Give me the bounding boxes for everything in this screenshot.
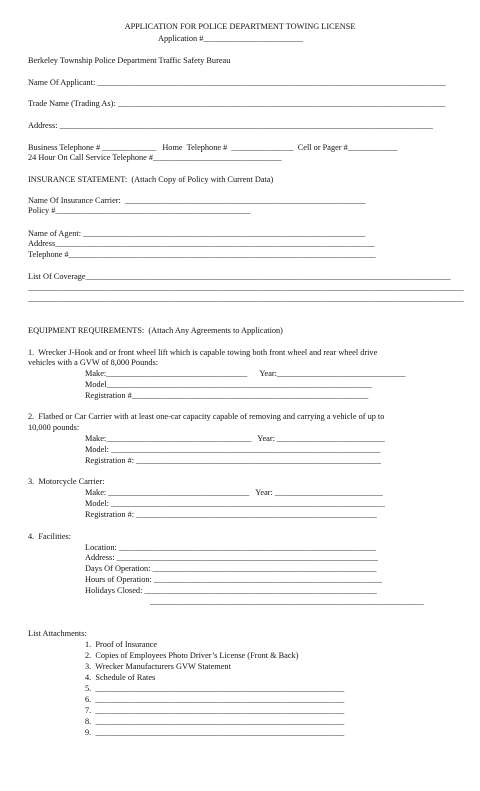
wrecker-model-field: Model________________________________________________________________ (85, 380, 373, 389)
phone-numbers-field: Business Telephone # _____________ Home Telephone # _______________ Cell or Pager #____________ (28, 143, 398, 152)
wrecker-description: vehicles with a GVW of 8,000 Pounds: (28, 358, 159, 367)
flatbed-description: 10,000 pounds: (28, 423, 80, 432)
attachment-item: 4. Schedule of Rates (85, 673, 156, 682)
trade-name-field: Trade Name (Trading As): _______________________________________________________________________________ (28, 99, 446, 108)
wrecker-registration-field: Registration #_________________________________________________________ (85, 391, 369, 400)
holidays-closed-extra-line: __________________________________________________________________ (150, 597, 424, 606)
coverage-line: _________________________________________________________________________________________________________ (28, 294, 464, 303)
coverage-line: List Of Coverage________________________________________________________________________________________ (28, 272, 451, 281)
form-title: APPLICATION FOR POLICE DEPARTMENT TOWING LICENSE (124, 22, 356, 31)
policy-number-field: Policy #_______________________________________________ (28, 206, 251, 215)
address-field: Address: __________________________________________________________________________________________ (28, 121, 433, 130)
hours-of-operation-field: Hours of Operation: _______________________________________________________ (85, 575, 383, 584)
motorcycle-carrier-heading: 3. Motorcycle Carrier: (28, 477, 105, 486)
days-of-operation-field: Days Of Operation: ______________________________________________________ (85, 564, 377, 573)
on-call-phone-field: 24 Hour On Call Service Telephone #_______________________________ (28, 153, 282, 162)
attachment-blank-line: 6. ____________________________________________________________ (85, 695, 345, 704)
flatbed-model-field: Model: _________________________________________________________________ (85, 445, 381, 454)
facility-location-field: Location: ______________________________________________________________ (85, 543, 377, 552)
flatbed-description: 2. Flatbed or Car Carrier with at least one-car capacity capable of removing and carrying a vehicle of up to (28, 412, 385, 421)
attachment-blank-line: 7. ____________________________________________________________ (85, 706, 345, 715)
attachment-blank-line: 5. ____________________________________________________________ (85, 684, 345, 693)
insurance-heading: INSURANCE STATEMENT: (Attach Copy of Policy with Current Data) (28, 175, 274, 184)
application-number: Application #________________________ (158, 34, 303, 43)
insurance-carrier-field: Name Of Insurance Carrier: __________________________________________________________ (28, 196, 366, 205)
motorcycle-make-year-field: Make: __________________________________ Year: __________________________ (85, 488, 383, 497)
applicant-name-field: Name Of Applicant: ____________________________________________________________________________________ (28, 78, 446, 87)
wrecker-description: 1. Wrecker J-Hook and or front wheel lift which is capable towing both front wheel and rear wheel drive (28, 348, 378, 357)
motorcycle-model-field: Model: __________________________________________________________________ (85, 499, 385, 508)
wrecker-make-year-field: Make:__________________________________ Year:_______________________________ (85, 369, 406, 378)
holidays-closed-field: Holidays Closed: ________________________________________________________ (85, 586, 377, 595)
agent-name-field: Name of Agent: ____________________________________________________________________ (28, 229, 366, 238)
facilities-heading: 4. Facilities: (28, 532, 72, 541)
facility-address-field: Address: _______________________________________________________________ (85, 553, 378, 562)
attachment-blank-line: 8. ____________________________________________________________ (85, 717, 345, 726)
attachment-blank-line: 9. ____________________________________________________________ (85, 728, 345, 737)
equipment-heading: EQUIPMENT REQUIREMENTS: (Attach Any Agreements to Application) (28, 326, 283, 335)
coverage-line: _________________________________________________________________________________________________________ (28, 283, 464, 292)
agent-telephone-field: Telephone #__________________________________________________________________________ (28, 250, 376, 259)
attachments-heading: List Attachments: (28, 629, 87, 638)
attachment-item: 3. Wrecker Manufacturers GVW Statement (85, 662, 231, 671)
attachment-item: 2. Copies of Employees Photo Driver’s License (Front & Back) (85, 651, 299, 660)
bureau-name: Berkeley Township Police Department Traffic Safety Bureau (28, 56, 231, 65)
flatbed-make-year-field: Make:___________________________________ Year: __________________________ (85, 434, 385, 443)
motorcycle-registration-field: Registration #: __________________________________________________________ (85, 510, 377, 519)
attachment-item: 1. Proof of Insurance (85, 640, 158, 649)
agent-address-field: Address_____________________________________________________________________________ (28, 239, 375, 248)
flatbed-registration-field: Registration #: ___________________________________________________________ (85, 456, 381, 465)
